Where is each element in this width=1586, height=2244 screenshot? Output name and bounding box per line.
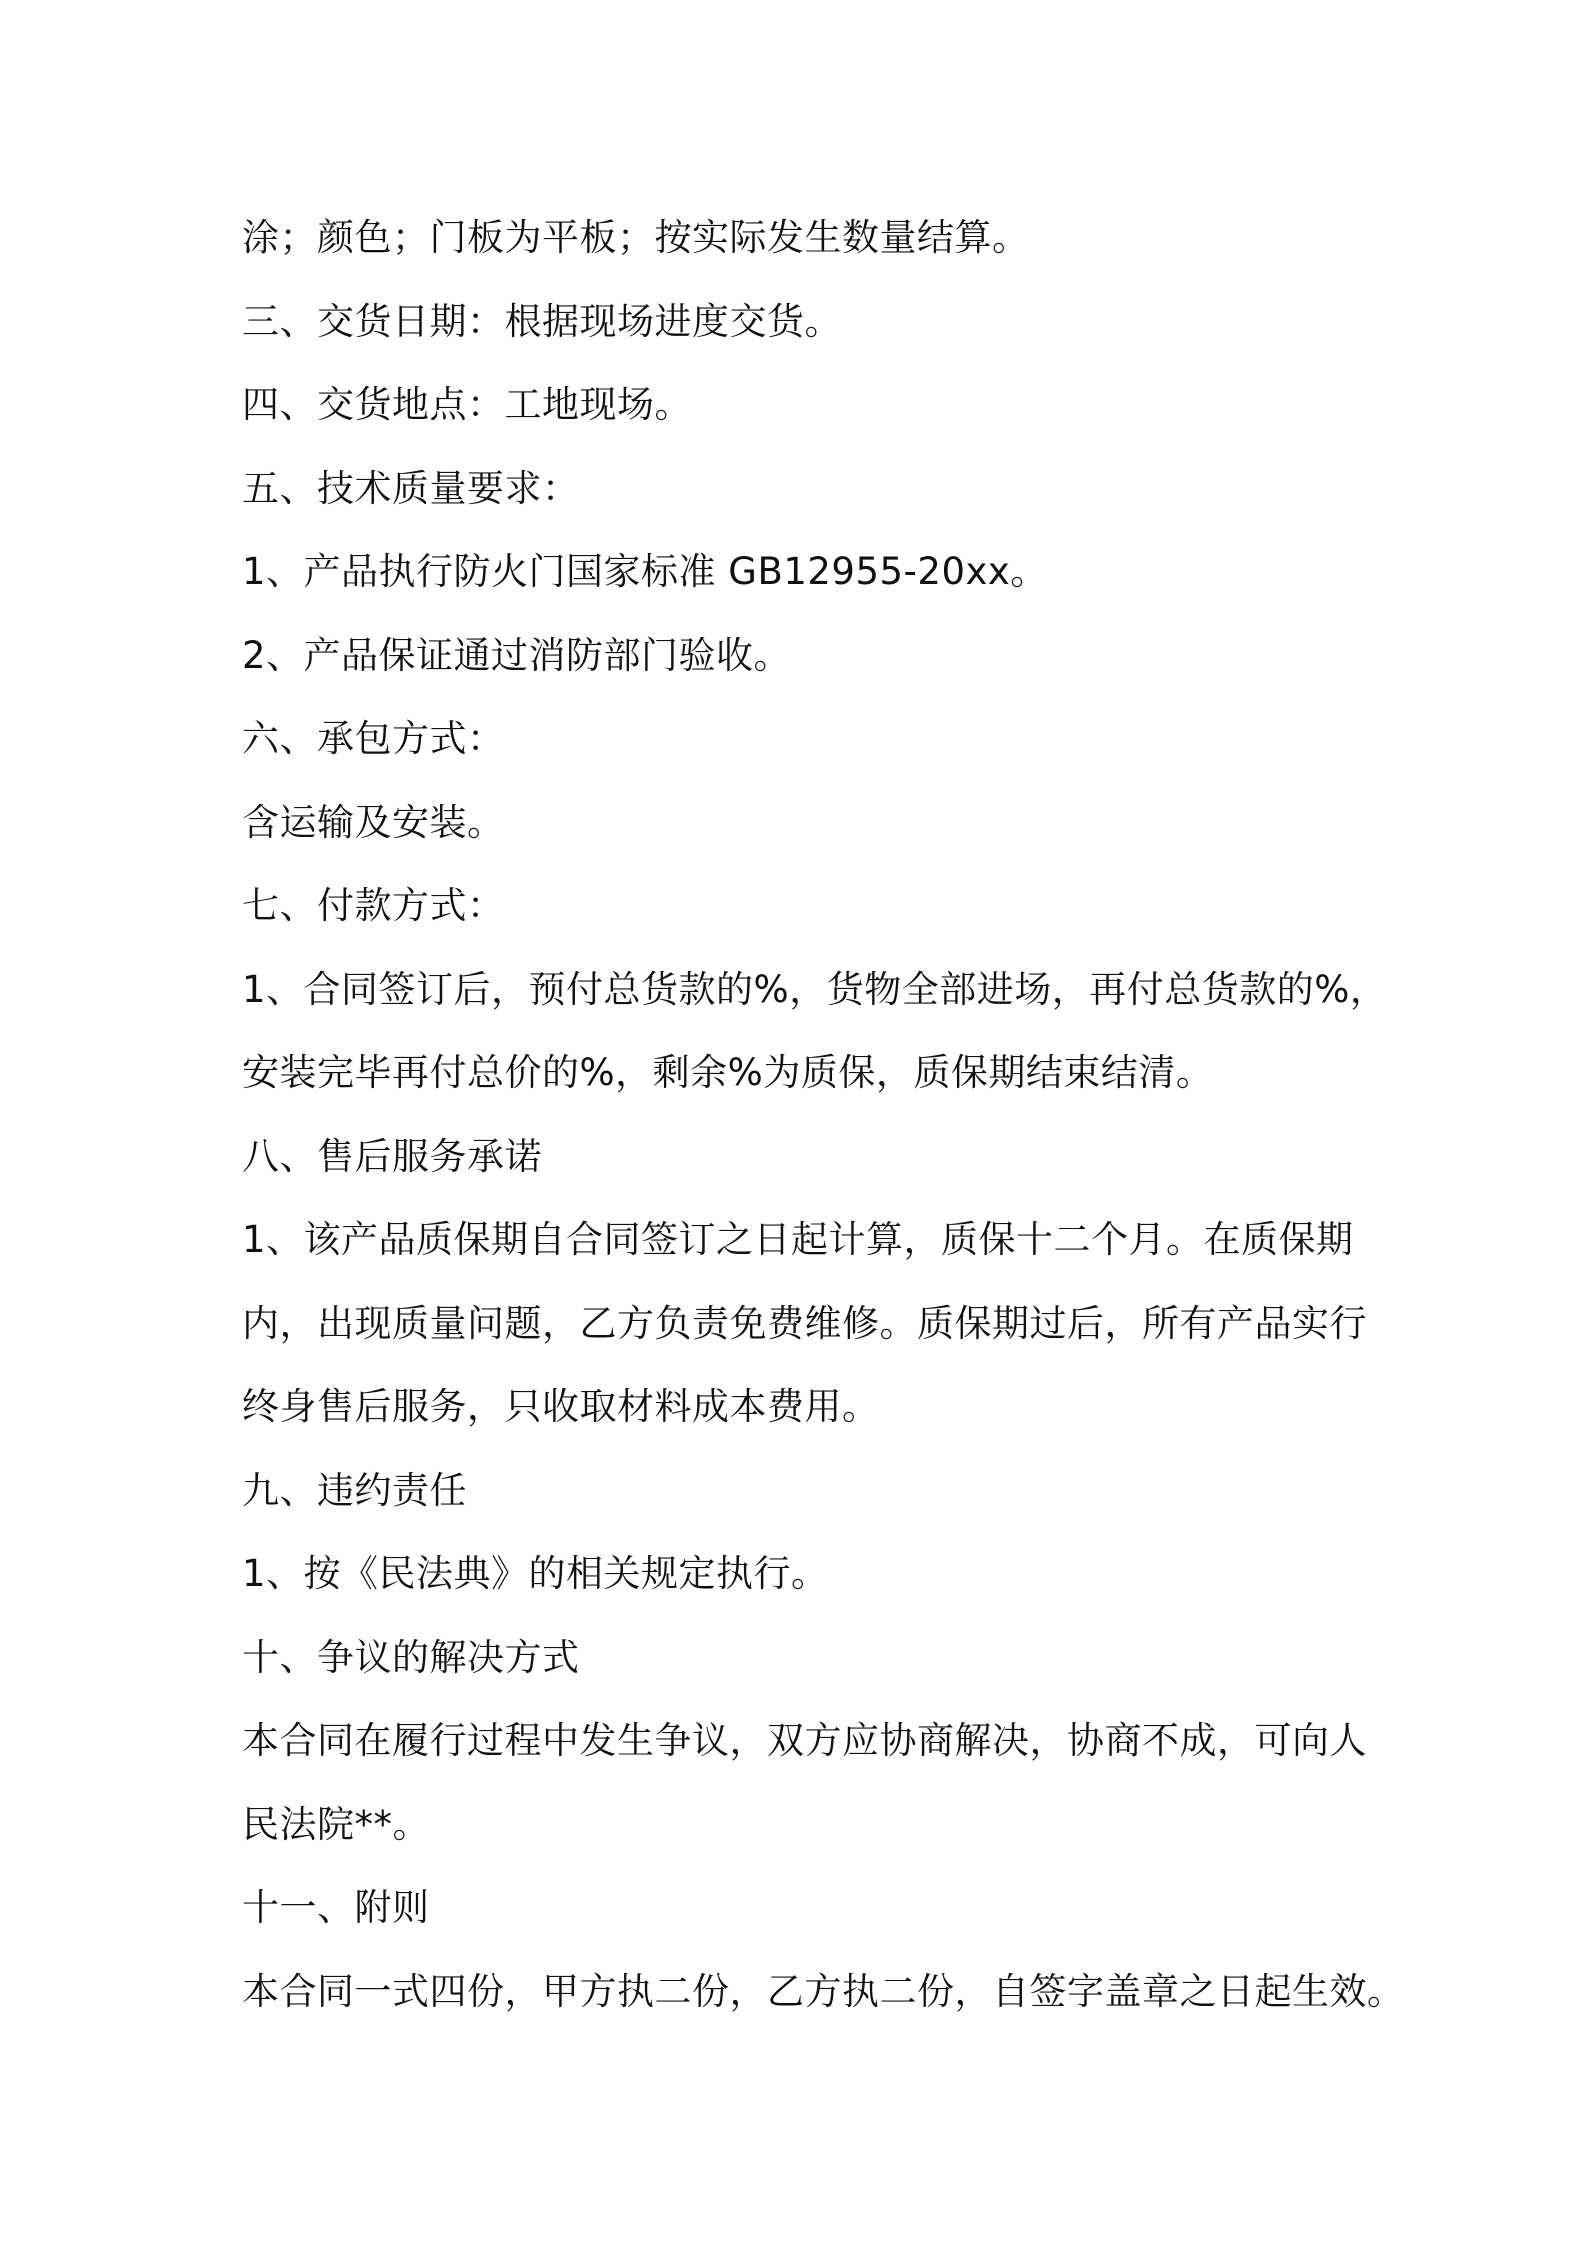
clause-warranty-line-1: 1、该产品质保期自合同签订之日起计算，质保十二个月。在质保期: [242, 1218, 1354, 1261]
section-heading-quality-requirements: 五、技术质量要求：: [242, 466, 580, 510]
clause-payment-line-1: 1、合同签订后，预付总货款的%，货物全部进场，再付总货款的%，: [242, 967, 1388, 1011]
section-heading-payment-terms: 七、付款方式：: [242, 884, 505, 927]
clause-copies-effective: 本合同一式四份，甲方执二份，乙方执二份，自签字盖章之日起生效。: [242, 1969, 1405, 2013]
clause-payment-line-2: 安装完毕再付总价的%，剩余%为质保，质保期结束结清。: [242, 1051, 1214, 1094]
section-heading-delivery-location: 四、交货地点：工地现场。: [242, 383, 692, 426]
section-heading-after-sales: 八、售后服务承诺: [242, 1134, 542, 1178]
section-heading-breach-liability: 九、违约责任: [242, 1468, 467, 1512]
clause-civil-code: 1、按《民法典》的相关规定执行。: [242, 1552, 829, 1595]
section-heading-supplementary-provisions: 十一、附则: [242, 1886, 430, 1929]
clause-transport-installation: 含运输及安装。: [242, 800, 505, 844]
clause-warranty-line-3: 终身售后服务，只收取材料成本费用。: [242, 1385, 880, 1428]
section-heading-dispute-resolution: 十、争议的解决方式: [242, 1635, 580, 1679]
clause-fire-inspection: 2、产品保证通过消防部门验收。: [242, 633, 792, 677]
contract-body: [242, 196, 1405, 2033]
text-line-payment-method-continued: 涂；颜色；门板为平板；按实际发生数量结算。: [242, 216, 1030, 259]
clause-dispute-line-2: 民法院**。: [242, 1802, 430, 1846]
clause-dispute-line-1: 本合同在履行过程中发生争议，双方应协商解决，协商不成，可向人: [242, 1719, 1367, 1762]
section-heading-delivery-date: 三、交货日期：根据现场进度交货。: [242, 299, 842, 343]
section-heading-contracting-method: 六、承包方式：: [242, 717, 505, 760]
clause-fire-door-standard: 1、产品执行防火门国家标准 GB12955-20xx。: [242, 550, 1048, 593]
clause-warranty-line-2: 内，出现质量问题，乙方负责免费维修。质保期过后，所有产品实行: [242, 1301, 1367, 1345]
